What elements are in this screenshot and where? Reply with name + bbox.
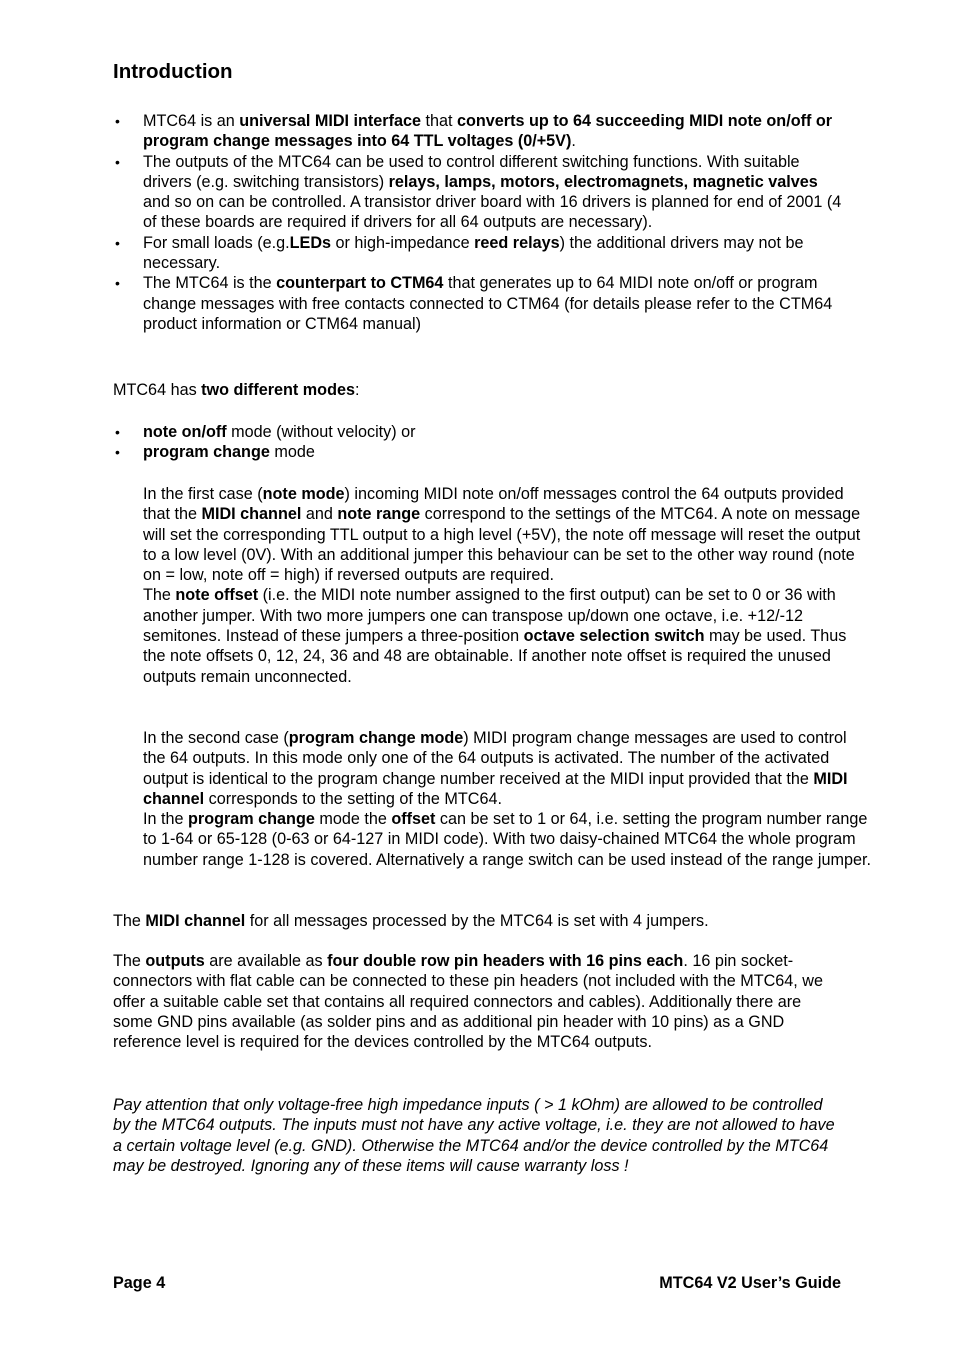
midi-channel-text bbox=[113, 911, 843, 931]
modes-intro bbox=[113, 380, 843, 400]
page-number: Page 4 bbox=[113, 1274, 166, 1292]
text-run: In the second case ( bbox=[143, 729, 289, 747]
bullet-item bbox=[113, 233, 843, 274]
text-run: may be used. Thus the note offsets 0, 12, 24, 36 and 48 are obtainable. If another note offset is required the unused outputs remain unconnected. bbox=[143, 627, 847, 686]
program-mode-section bbox=[113, 728, 873, 870]
text-run: MTC64 has bbox=[113, 381, 202, 399]
text-run: ) MIDI program change messages are used to control the 64 outputs. In this mode only one of the 64 outputs is activated. The number of the activated output is identical to the program change number received at the MIDI input provided that the bbox=[143, 729, 847, 788]
bold-text-run: program change bbox=[188, 810, 315, 829]
text-run: . bbox=[571, 132, 576, 151]
text-run: mode the bbox=[314, 810, 392, 829]
bullet-item bbox=[113, 152, 843, 233]
midi-channel-section bbox=[113, 911, 843, 931]
text-run: The outputs of the MTC64 can be used to control different switching functions. With suitable drivers (e.g. switching transistors) bbox=[143, 152, 800, 191]
note-mode-section bbox=[113, 484, 873, 687]
bold-text-run: universal MIDI interface bbox=[239, 112, 421, 130]
intro-bullets bbox=[113, 111, 843, 334]
warning-section bbox=[113, 1095, 843, 1176]
bullet-icon: • bbox=[115, 444, 120, 461]
bold-text-run: note mode bbox=[262, 485, 345, 503]
bold-text-run: outputs bbox=[145, 952, 205, 970]
text-run: ) the additional drivers may not be necessary. bbox=[143, 233, 804, 273]
text-run: : bbox=[354, 381, 360, 399]
text-run: MTC64 is an bbox=[143, 112, 240, 130]
text-run: The bbox=[113, 912, 146, 930]
bold-text-run: octave selection switch bbox=[523, 627, 705, 646]
note-mode-paragraphs bbox=[143, 484, 873, 687]
text-run: In the bbox=[143, 810, 188, 829]
paragraph bbox=[143, 809, 873, 870]
bold-text-run: note range bbox=[337, 505, 421, 524]
text-run: corresponds to the setting of the MTC64. bbox=[204, 789, 502, 808]
bullet-icon: • bbox=[115, 275, 120, 292]
bullet-item bbox=[113, 422, 843, 442]
bold-text-run: four double row pin headers with 16 pins each bbox=[327, 952, 684, 970]
text-run: In the first case ( bbox=[143, 485, 263, 503]
text-run: mode bbox=[269, 443, 315, 462]
bullet-item bbox=[113, 111, 843, 152]
bullet-icon: • bbox=[115, 153, 120, 170]
bold-text-run: two different modes bbox=[201, 381, 355, 399]
paragraph bbox=[143, 484, 873, 585]
text-run: (i.e. the MIDI note number assigned to the first output) can be set to 0 or 36 with another jumper. With two more jumpers one can transpose up/down one octave, i.e. +12/-12 semitones. Instead of these jumpers a three-position bbox=[143, 586, 836, 646]
text-run: The MTC64 is the bbox=[143, 274, 277, 293]
mode-bullet-list bbox=[113, 422, 843, 463]
text-run: and so on can be controlled. A transistor driver board with 16 drivers is planned for end of 2001 (4 of these boards are required if drivers for all 64 outputs are necessary). bbox=[143, 193, 842, 232]
text-run: mode (without velocity) or bbox=[226, 423, 416, 441]
text-run: or high-impedance bbox=[331, 233, 475, 252]
document-title: MTC64 V2 User’s Guide bbox=[659, 1274, 841, 1292]
text-run: that generates up to 64 MIDI note on/off or program change messages with free contacts connected to CTM64 (for details please refer to the CTM64 product information or CTM64 manual) bbox=[143, 274, 833, 333]
intro-bullet-list bbox=[113, 111, 843, 334]
bold-text-run: program change mode bbox=[288, 729, 464, 747]
paragraph bbox=[143, 728, 873, 809]
bullet-icon: • bbox=[115, 424, 120, 440]
text-run: . 16 pin socket-connectors with flat cable can be connected to these pin headers (not included with the MTC64, we offer a suitable cable set that contains all required connectors and cables). Additionally there are some GND pins available (as solder pins and as additional pin header with 10 pins) as a GND reference level is required for the devices controlled by the MTC64 outputs. bbox=[113, 952, 823, 1052]
text-run: can be set to 1 or 64, i.e. setting the program number range to 1-64 or 65-128 (0-63 or 64-127 in MIDI code). With two daisy-chained MTC64 the whole program number range 1-128 is covered. Alternatively a range switch can be used instead of the range jumper. bbox=[143, 810, 871, 869]
outputs-text bbox=[113, 951, 843, 1052]
bullet-item bbox=[113, 442, 843, 462]
bold-text-run: counterpart to CTM64 bbox=[276, 274, 444, 293]
bullet-icon: • bbox=[115, 113, 120, 129]
text-run: For small loads (e.g. bbox=[143, 233, 290, 252]
outputs-section bbox=[113, 951, 843, 1052]
bullet-icon: • bbox=[115, 234, 120, 251]
bullet-item bbox=[113, 273, 843, 334]
text-run: ) incoming MIDI note on/off messages control the 64 outputs provided that the bbox=[143, 485, 844, 524]
bold-text-run: converts up to 64 succeeding MIDI note on/off or program change messages into 64 TTL voltages (0/+5V) bbox=[143, 112, 833, 151]
paragraph bbox=[143, 585, 873, 686]
text-run: The bbox=[143, 586, 176, 605]
text-run: for all messages processed by the MTC64 is set with 4 jumpers. bbox=[245, 912, 709, 930]
modes-intro-text bbox=[113, 380, 843, 400]
text-run: and bbox=[301, 505, 338, 524]
section-heading: Introduction bbox=[113, 60, 233, 83]
text-run: that bbox=[421, 112, 457, 130]
bold-text-run: MIDI channel bbox=[143, 769, 848, 808]
bold-text-run: MIDI channel bbox=[201, 505, 302, 524]
page-footer bbox=[113, 1273, 841, 1293]
bold-text-run: offset bbox=[391, 810, 436, 829]
text-run: correspond to the settings of the MTC64. A note on message will set the corresponding TTL output to a high level (+5V), the note off message will reset the output to a low level (0V). With an additional jumper this behaviour can be set to the other way round (note on = low, note off = high) if reversed outputs are required. bbox=[143, 505, 861, 585]
text-run: are available as bbox=[204, 952, 328, 970]
bold-text-run: reed relays bbox=[474, 233, 560, 252]
text-run: The bbox=[113, 952, 146, 970]
mode-bullets bbox=[113, 422, 843, 463]
bold-text-run: MIDI channel bbox=[145, 912, 246, 930]
program-mode-paragraphs bbox=[143, 728, 873, 870]
warning-text: Pay attention that only voltage-free high impedance inputs ( > 1 kOhm) are allowed to be controlled by the MTC64 outputs. The inputs must not have any active voltage, i.e. they are not allowed to have a certain voltage level (e.g. GND). Otherwise the MTC64 and/or the device controlled by the MTC64 may be destroyed. Ignoring any of these items will cause warranty loss ! bbox=[113, 1096, 835, 1175]
bold-text-run: LEDs bbox=[289, 233, 332, 252]
bold-text-run: note offset bbox=[175, 586, 259, 605]
bold-text-run: note on/off bbox=[143, 423, 227, 441]
bold-text-run: program change bbox=[143, 443, 270, 462]
bold-text-run: relays, lamps, motors, electromagnets, magnetic valves bbox=[388, 172, 818, 191]
